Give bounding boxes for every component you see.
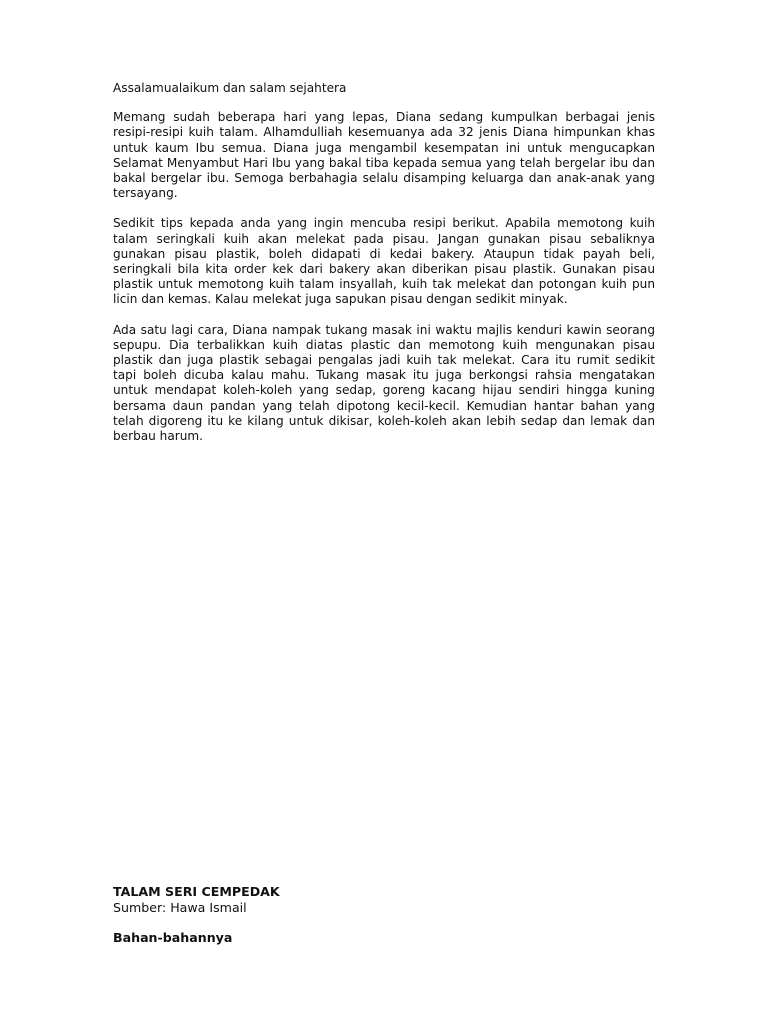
intro-text-block <box>113 81 655 459</box>
paragraph-tips: Sedikit tips kepada anda yang ingin mencuba resipi berikut. Apabila memotong kuih talam seringkali kuih akan melekat pada pisau. Jangan gunakan pisau sebaliknya gunakan pisau plastik, boleh didapati di kedai bakery. Ataupun tidak payah beli, seringkali bila kita order kek dari bakery akan diberikan pisau plastik. Gunakan pisau plastik untuk memotong kuih talam insyallah, kuih tak melekat dan potongan kuih pun licin dan kemas. Kalau melekat juga sapukan pisau dengan sedikit minyak. <box>113 216 655 307</box>
paragraph-another-way: Ada satu lagi cara, Diana nampak tukang masak ini waktu majlis kenduri kawin seorang sepupu. Dia terbalikkan kuih diatas plastic dan memotong kuih mengunakan pisau plastik dan juga plastik sebagai pengalas jadi kuih tak melekat. Cara itu rumit sedikit tapi boleh dicuba kalau mahu. Tukang masak itu juga berkongsi rahsia mengatakan untuk mendapat koleh-koleh yang sedap, goreng kacang hijau sendiri hingga kuning bersama daun pandan yang telah dipotong kecil-kecil. Kemudian hantar bahan yang telah digoreng itu ke kilang untuk dikisar, koleh-koleh akan lebih sedap dan lemak dan berbau harum. <box>113 322 655 444</box>
ingredients-heading: Bahan-bahannya <box>113 930 233 945</box>
recipe-title: TALAM SERI CEMPEDAK <box>113 884 280 899</box>
greeting-line: Assalamualaikum dan salam sejahtera <box>113 81 347 95</box>
recipe-source: Sumber: Hawa Ismail <box>113 900 247 915</box>
recipe-block <box>113 884 655 946</box>
paragraph-intro: Memang sudah beberapa hari yang lepas, Diana sedang kumpulkan berbagai jenis resipi-resipi kuih talam. Alhamdulliah kesemuanya ada 32 jenis Diana himpunkan khas untuk kaum Ibu semua. Diana juga mengambil kesempatan ini untuk mengucapkan Selamat Menyambut Hari Ibu yang bakal tiba kepada semua yang telah bergelar ibu dan bakal bergelar ibu. Semoga berbahagia selalu disamping keluarga dan anak-anak yang tersayang. <box>113 110 655 201</box>
